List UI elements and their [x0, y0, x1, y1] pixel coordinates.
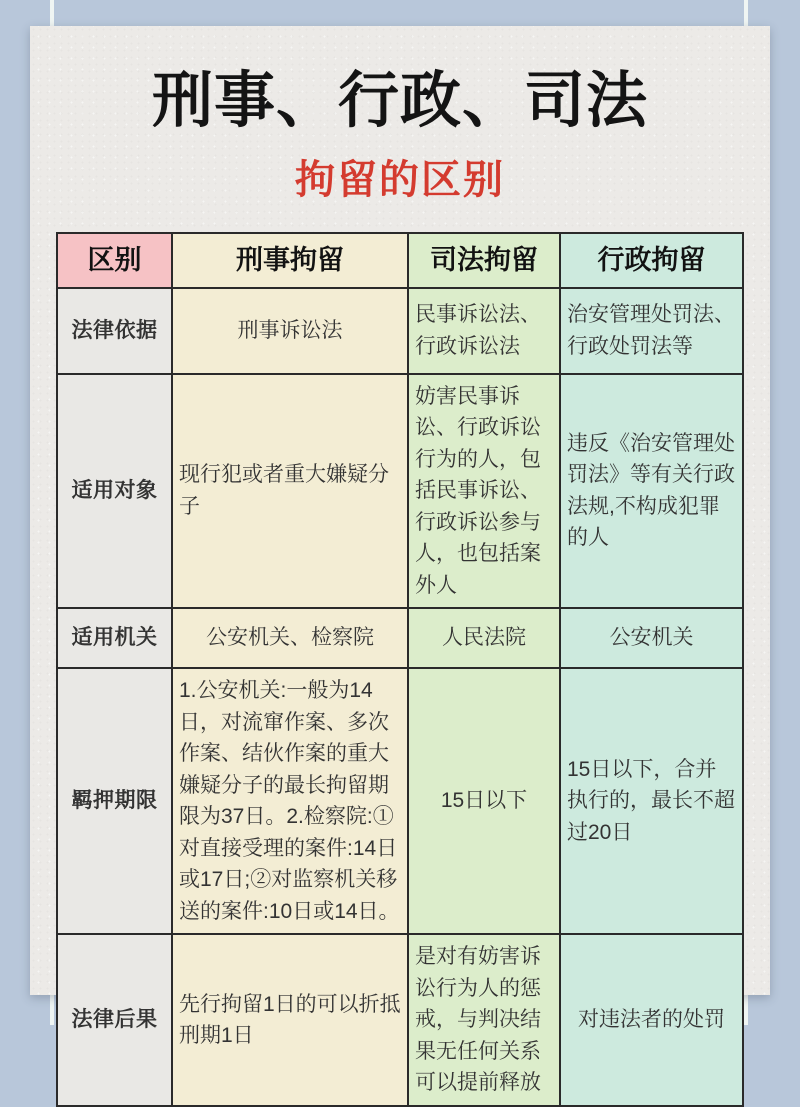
- page-title: 刑事、行政、司法: [151, 66, 648, 134]
- header-cell-label: 区别: [57, 233, 172, 288]
- cell-legal-basis-criminal: 刑事诉讼法: [172, 288, 408, 374]
- cell-applicable-organ-administrative: 公安机关: [560, 608, 743, 668]
- table-row-detention-period: [57, 668, 743, 934]
- cell-legal-consequence-criminal: 先行拘留1日的可以折抵刑期1日: [172, 934, 408, 1106]
- cell-applicable-organ-judicial: 人民法院: [408, 608, 560, 668]
- header-cell-administrative-detention: 行政拘留: [560, 233, 743, 288]
- table-row-legal-consequence: [57, 934, 743, 1106]
- rowlabel-applicable-organ: 适用机关: [57, 608, 172, 668]
- cell-applicable-target-criminal: 现行犯或者重大嫌疑分子: [172, 374, 408, 609]
- rowlabel-legal-consequence: 法律后果: [57, 934, 172, 1106]
- comparison-table: [56, 232, 744, 1107]
- table-row-applicable-target: [57, 374, 743, 609]
- page-subtitle: 拘留的区别: [295, 157, 505, 202]
- cell-applicable-target-administrative: 违反《治安管理处罚法》等有关行政法规,不构成犯罪的人: [560, 374, 743, 609]
- cell-detention-period-criminal: 1.公安机关:一般为14日，对流窜作案、多次作案、结伙作案的重大嫌疑分子的最长拘留期限为37日。2.检察院:①对直接受理的案件:14日或17日;②对监察机关移送的案件:10日或14日。: [172, 668, 408, 934]
- table-row-applicable-organ: [57, 608, 743, 668]
- rowlabel-legal-basis: 法律依据: [57, 288, 172, 374]
- cell-applicable-organ-criminal: 公安机关、检察院: [172, 608, 408, 668]
- table-row-legal-basis: [57, 288, 743, 374]
- cell-applicable-target-judicial: 妨害民事诉讼、行政诉讼行为的人，包括民事诉讼、行政诉讼参与人，也包括案外人: [408, 374, 560, 609]
- cell-legal-consequence-administrative: 对违法者的处罚: [560, 934, 743, 1106]
- cell-detention-period-judicial: 15日以下: [408, 668, 560, 934]
- cell-detention-period-administrative: 15日以下，合并执行的，最长不超过20日: [560, 668, 743, 934]
- header-cell-judicial-detention: 司法拘留: [408, 233, 560, 288]
- cell-legal-basis-judicial: 民事诉讼法、行政诉讼法: [408, 288, 560, 374]
- header-cell-criminal-detention: 刑事拘留: [172, 233, 408, 288]
- rowlabel-detention-period: 羁押期限: [57, 668, 172, 934]
- cell-legal-consequence-judicial: 是对有妨害诉讼行为人的惩戒，与判决结果无任何关系可以提前释放: [408, 934, 560, 1106]
- rowlabel-applicable-target: 适用对象: [57, 374, 172, 609]
- poster-paper: [30, 26, 770, 1095]
- cell-legal-basis-administrative: 治安管理处罚法、行政处罚法等: [560, 288, 743, 374]
- table-header-row: [57, 233, 743, 288]
